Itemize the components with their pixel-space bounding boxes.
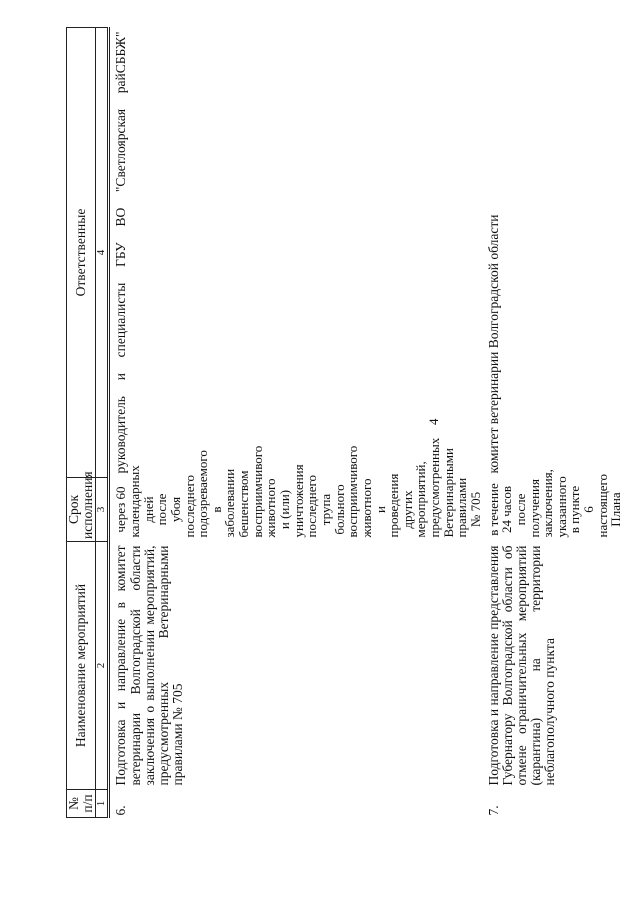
row-action: Подготовка и направление в комитет ветеринарии Волгоградской области заключения о выполнении мероприятий, предусмотренных Ветеринарными правилами № 705 [113, 545, 186, 786]
row-number: 6. [113, 805, 129, 816]
header-action: Наименование мероприятий [67, 542, 96, 790]
row-action: Подготовка и направление представления Губернатору Волгоградской области об отмене ограничительных мероприятий (карантина) на территории неблагополучного пункта [485, 545, 558, 786]
header-responsible: Ответственные [67, 28, 96, 478]
rotated-table-page [66, 28, 626, 818]
row-deadline: в течение 24 часов после получения заключения, указанного в пункте 6 настоящего Плана [485, 469, 624, 538]
measures-table [66, 27, 623, 818]
page-number: 4 [426, 418, 441, 425]
header-deadline: Срок исполнения [67, 478, 96, 542]
column-number: 2 [96, 542, 109, 790]
column-number: 3 [96, 478, 109, 542]
table-row [483, 28, 623, 818]
table-row [109, 28, 483, 818]
column-number: 4 [96, 28, 109, 478]
column-number: 1 [96, 790, 109, 818]
row-deadline: через 60 календарных дней после убоя последнего подозреваемого в заболевании бешенством восприимчивого животного и (или) уничтожения последнего трупа больного восприимчивого животного и проведения других мероприятий, предусмотренных Ветеринарными правилами № 705 [113, 437, 483, 538]
row-number: 7. [485, 805, 501, 816]
header-num: № п/п [67, 790, 96, 818]
row-responsible: комитет ветеринарии Волгоградской области [485, 214, 501, 474]
header-row [67, 28, 96, 818]
column-number-row [96, 28, 109, 818]
row-responsible: руководитель и специалисты ГБУ ВО "Светлоярская райСББЖ" [113, 31, 129, 474]
